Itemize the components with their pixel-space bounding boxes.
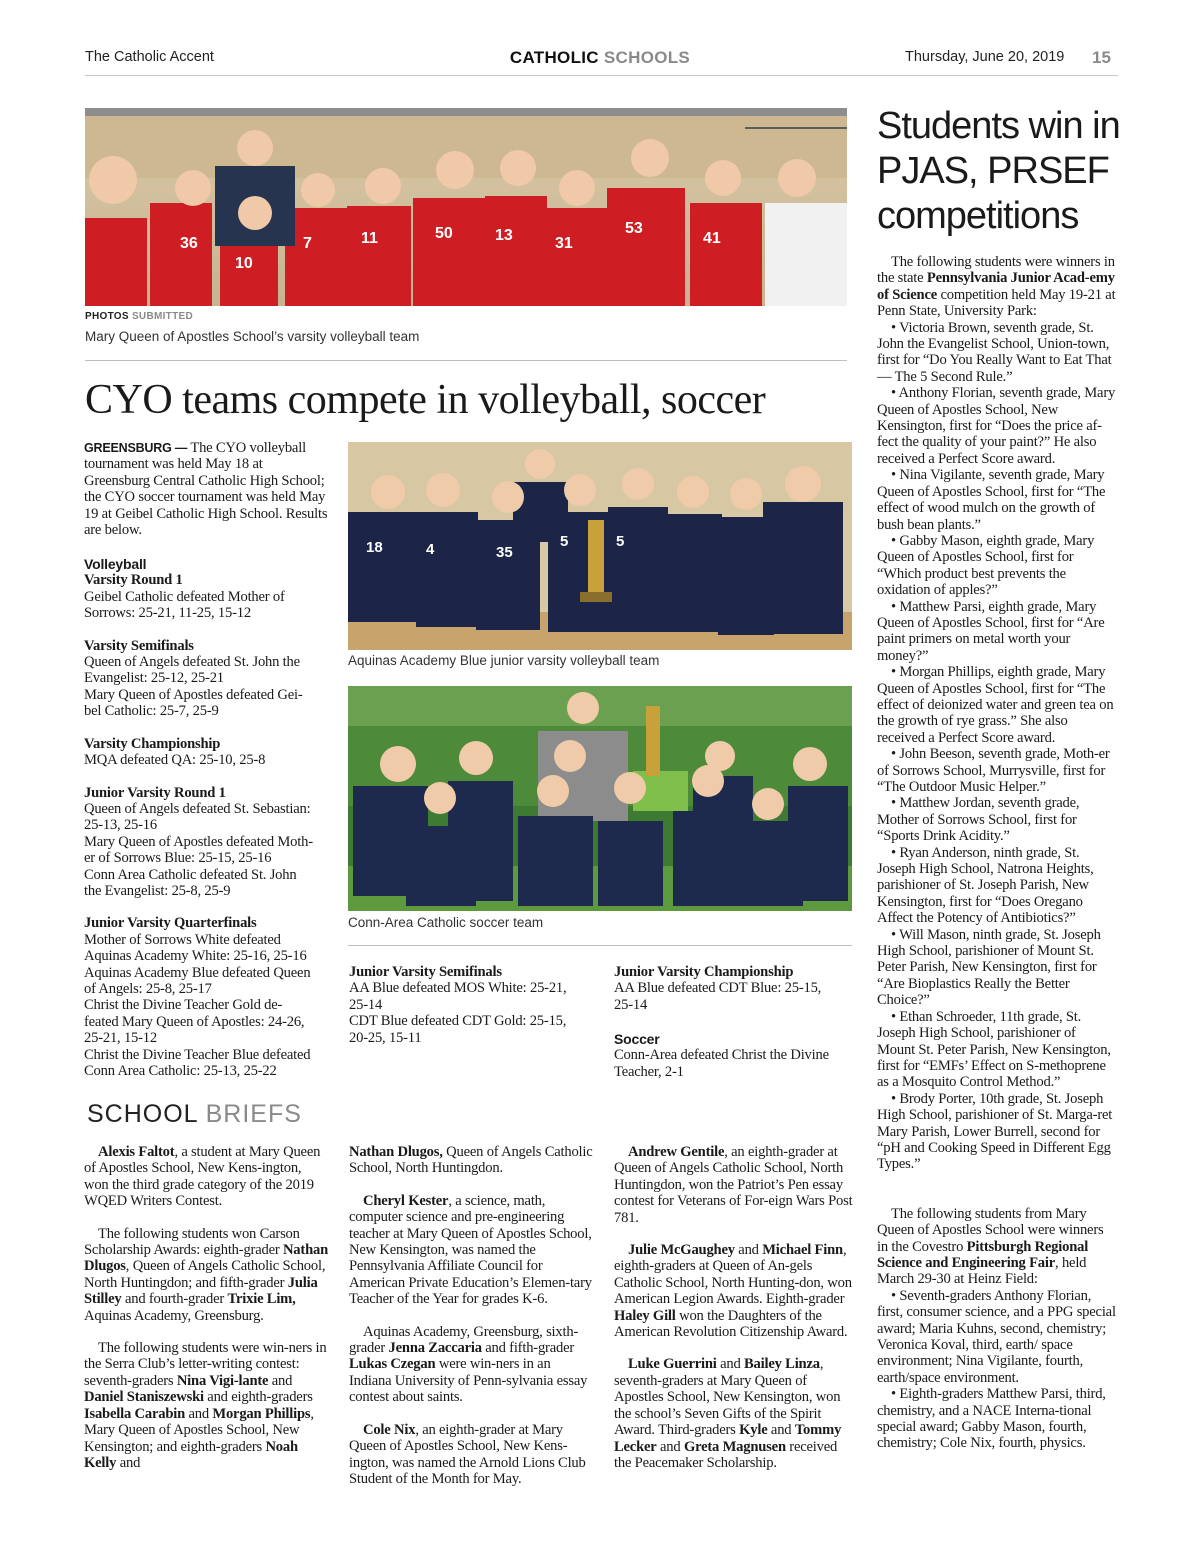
svg-text:41: 41 [703, 230, 721, 247]
result-line: Conn Area Catholic: 25-13, 25-22 [84, 1063, 277, 1079]
brief-aquinas-iup: Aquinas Academy, Greensburg, sixth-grader Jenna Zaccaria and fifth-grader Lukas Czegan were win-ners in an Indiana University of Penn-sylvania essay contest about saints. [349, 1323, 588, 1406]
result-line: Mary Queen of Apostles defeated Moth- [84, 833, 313, 850]
cyo-left-column [84, 440, 328, 1079]
brief-nix: Cole Nix, an eighth-grader at Mary Queen of Apostles School, New Kens-ington, was named the Arnold Lions Club Student of the Month for May. [349, 1421, 586, 1487]
pjas-article [877, 254, 1117, 1452]
svg-text:5: 5 [560, 533, 569, 550]
result-line: Queen of Angels defeated St. John the [84, 654, 300, 671]
header-rule [85, 75, 1118, 76]
result-line: Geibel Catholic defeated Mother of [84, 588, 285, 605]
top-photo-rule [85, 360, 847, 361]
cyo-right-results [614, 964, 854, 1080]
pjas-headline [877, 104, 1122, 239]
briefs-title-school: SCHOOL [87, 1100, 198, 1128]
photo-section-rule [348, 945, 852, 946]
svg-text:36: 36 [180, 235, 198, 252]
result-line: Queen of Angels defeated St. Sebastian: [84, 800, 311, 817]
soccer-heading: Soccer [614, 1031, 660, 1048]
svg-text:35: 35 [496, 544, 513, 561]
pjas-winner: • John Beeson, seventh grade, Moth-er of Sorrows School, Murrysville, first for “The Outdoor Music Helper.” [877, 746, 1110, 795]
jv-championship-heading: Junior Varsity Championship [614, 964, 794, 980]
result-line: 25-14 [614, 996, 648, 1013]
pjas-winner: • Brody Porter, 10th grade, St. Joseph High School, parishioner of St. Marga-ret Mary Parish, Lower Burrell, second for “pH and Cooking Speed in Different Egg Types.” [877, 1090, 1113, 1173]
top-photo-caption: Mary Queen of Apostles School’s varsity volleyball team [85, 329, 420, 344]
dateline: GREENSBURG — [84, 441, 188, 455]
pjas-intro: The following students were winners in the state Pennsylvania Junior Acad-emy of Science competition held May 19-21 at Penn State, University Park: [877, 254, 1116, 320]
photo-credit [85, 311, 193, 322]
cyo-headline: CYO teams compete in volleyball, soccer [85, 377, 766, 423]
result-line: the Evangelist: 25-8, 25-9 [84, 882, 231, 899]
pjas-winner: • Matthew Jordan, seventh grade, Mother of Sorrows School, first for “Sports Drink Acidity.” [877, 795, 1080, 845]
brief-carson-scholarship: The following students won Carson Scholarship Awards: eighth-grader Nathan Dlugos, Queen of Angels Catholic School, North Huntingdon; and fifth-grader Julia Stilley and fourth-grader Trixie Lim, Aquinas Academy, Greensburg. [84, 1225, 328, 1324]
result-line: Sorrows: 25-21, 11-25, 15-12 [84, 605, 251, 622]
result-line: 20-25, 15-11 [349, 1029, 422, 1046]
section-title-catholic: CATHOLIC [509, 48, 599, 67]
brief-kester: Cheryl Kester, a science, math, computer science and pre-engineering teacher at Mary Queen of Apostles School, New Kensington, was named the Pennsylvania Affiliate Council for American Private Education’s Elemen-tary Teacher of the Year for grades K-6. [349, 1192, 592, 1308]
pjas-winner: • Nina Vigilante, seventh grade, Mary Queen of Apostles School, first for “The effect of wood mulch on the growth of bush bean plants.” [877, 467, 1106, 533]
result-line: Aquinas Academy Blue defeated Queen [84, 964, 311, 981]
result-line: AA Blue defeated CDT Blue: 25-15, [614, 980, 822, 997]
briefs-column-1 [84, 1144, 328, 1471]
varsity-championship-heading: Varsity Championship [84, 735, 221, 752]
svg-text:7: 7 [303, 235, 312, 252]
svg-text:13: 13 [495, 227, 513, 244]
svg-text:50: 50 [435, 225, 453, 242]
pjas-winner: • Morgan Phillips, eighth grade, Mary Queen of Apostles School, first for “The effect of deionized water and green tea on the growth of rye grass.” She also received a Perfect Score award. [877, 664, 1114, 746]
pjas-headline-line: Students win in [877, 105, 1120, 147]
cyo-middle-results [349, 964, 593, 1046]
prsef-winner: • Eighth-graders Matthew Parsi, third, chemistry, and a NACE Interna-tional special award; Gabby Mason, fourth, chemistry; Cole Nix, fourth, physics. [877, 1386, 1106, 1452]
soccer-team-photo [348, 686, 852, 911]
svg-text:4: 4 [426, 541, 435, 558]
section-title-schools: SCHOOLS [603, 48, 691, 67]
svg-text:11: 11 [361, 230, 378, 247]
result-line: AA Blue defeated MOS White: 25-21, [349, 980, 567, 997]
jv-semifinals-heading: Junior Varsity Semifinals [349, 964, 502, 980]
pjas-winner: • Will Mason, ninth grade, St. Joseph High School, parishioner of Mount St. Peter Parish, New Kensington, first for “Are Bioplastics Really the Better Choice?” [877, 926, 1101, 1009]
result-line: Christ the Divine Teacher Blue defeated [84, 1046, 311, 1063]
result-line: er of Sorrows Blue: 25-15, 25-16 [84, 850, 272, 867]
result-line: Mary Queen of Apostles defeated Gei- [84, 686, 303, 703]
result-line: 25-14 [349, 996, 383, 1013]
result-line: MQA defeated QA: 25-10, 25-8 [84, 752, 266, 769]
varsity-round1-heading: Varsity Round 1 [84, 572, 183, 589]
pjas-winner: • Ethan Schroeder, 11th grade, St. Joseph High School, parishioner of Mount St. Peter Parish, New Kensington, first for “EMFs’ Effect on S-methoprene as a Mosquito Control Method.” [877, 1008, 1111, 1091]
aquinas-volleyball-illustration [348, 442, 852, 650]
publication-name: The Catholic Accent [85, 49, 214, 65]
brief-serra-club: The following students were win-ners in the Serra Club’s letter-writing contest: seventh-graders Nina Vigi-lante and Daniel Staniszewski and eighth-graders Isabella Carabin and Morgan Phillips, Mary Queen of Apostles School, New Kensington; and eighth-graders Noah Kelly and [84, 1340, 327, 1471]
pjas-winner: • Gabby Mason, eighth grade, Mary Queen of Apostles School, first for “Which product best prevents the oxidation of apples?” [877, 532, 1095, 599]
page-number: 15 [1092, 48, 1111, 67]
photo-credit-photos: PHOTOS [85, 311, 129, 322]
result-line: 25-21, 15-12 [84, 1030, 157, 1047]
briefs-title-briefs: BRIEFS [205, 1100, 302, 1128]
result-line: Evangelist: 25-12, 25-21 [84, 670, 224, 687]
varsity-semifinals-heading: Varsity Semifinals [84, 637, 194, 654]
aquinas-photo-caption: Aquinas Academy Blue junior varsity volleyball team [348, 653, 660, 668]
result-line: 25-13, 25-16 [84, 817, 157, 834]
result-line: Teacher, 2-1 [614, 1063, 684, 1080]
pjas-winner: • Victoria Brown, seventh grade, St. John the Evangelist School, Union-town, first for “Do You Really Want to Eat That — The 5 Second Rule.” [877, 319, 1112, 385]
brief-guerrini-linza: Luke Guerrini and Bailey Linza, seventh-graders at Mary Queen of Apostles School, New Kensington, won the school’s Seven Gifts of the Spirit Award. Third-graders Kyle and Tommy Lecker and Greta Magnusen received the Peacemaker Scholarship. [614, 1356, 842, 1471]
briefs-column-2 [349, 1144, 593, 1487]
soccer-photo-caption: Conn-Area Catholic soccer team [348, 915, 544, 930]
result-line: feated Mary Queen of Apostles: 24-26, [84, 1013, 305, 1030]
svg-text:31: 31 [555, 235, 573, 252]
varsity-volleyball-photo [85, 108, 847, 306]
result-line: of Angels: 25-8, 25-17 [84, 980, 212, 997]
aquinas-volleyball-photo [348, 442, 852, 650]
svg-text:18: 18 [366, 539, 383, 556]
pjas-winner: • Anthony Florian, seventh grade, Mary Queen of Apostles School, New Kensington, first for “Does the price af-fect the quality of your paint?” He also received a Perfect Score award. [877, 385, 1116, 467]
school-briefs-title [87, 1100, 302, 1129]
result-line: Conn Area Catholic defeated St. John [84, 866, 297, 883]
result-line: Christ the Divine Teacher Gold de- [84, 997, 283, 1014]
pjas-winner: • Ryan Anderson, ninth grade, St. Joseph High School, Natrona Heights, parishioner of St. Joseph Parish, New Kensington, first for “Does Oregano Affect the Potency of Antibiotics?” [877, 844, 1094, 927]
pjas-winner: • Matthew Parsi, eighth grade, Mary Queen of Apostles School, first for “Are paint primers on metal worth your money?” [877, 598, 1105, 664]
result-line: bel Catholic: 25-7, 25-9 [84, 703, 219, 720]
cyo-intro [84, 440, 328, 538]
brief-mcgaughey-finn: Julie McGaughey and Michael Finn, eighth-graders at Queen of An-gels Catholic School, North Hunting-don, won American Legion Awards. Eighth-grader Haley Gill won the Daughters of the American Revolution Citizenship Award. [614, 1242, 852, 1341]
result-line: CDT Blue defeated CDT Gold: 25-15, [349, 1013, 567, 1030]
brief-faltot: Alexis Faltot, a student at Mary Queen of Apostles School, New Kens-ington, won the third grade category of the 2019 WQED Writers Contest. [84, 1144, 321, 1210]
prsef-intro: The following students from Mary Queen of Apostles School were winners in the Covestro Pittsburgh Regional Science and Engineering Fair, held March 29-30 at Heinz Field: [877, 1205, 1104, 1288]
result-line: Conn-Area defeated Christ the Divine [614, 1047, 829, 1064]
soccer-team-illustration [348, 686, 852, 911]
pjas-headline-line: PJAS, PRSEF [877, 150, 1109, 192]
cyo-intro-text: The CYO volleyball tournament was held May 18 at Greensburg Central Catholic High School; the CYO soccer tournament was held May 19 at Geibel Catholic High School. Results are below. [84, 440, 328, 539]
jv-quarterfinals-heading: Junior Varsity Quarterfinals [84, 915, 257, 932]
volleyball-heading: Volleyball [84, 556, 147, 573]
pjas-headline-line: competitions [877, 195, 1079, 237]
jv-round1-heading: Junior Varsity Round 1 [84, 784, 226, 801]
svg-text:10: 10 [235, 255, 253, 272]
brief-gentile: Andrew Gentile, an eighth-grader at Queen of Angels Catholic School, North Huntingdon, won the Patriot’s Pen essay contest for Veterans of For-eign Wars Post 781. [614, 1144, 853, 1226]
prsef-winner: • Seventh-graders Anthony Florian, first, consumer science, and a PPG special award; Maria Kuhns, second, chemistry; Veronica Koval, third, earth/ space environment; Nina Vigilante, fourth, earth/space environment. [877, 1287, 1116, 1386]
result-line: Mother of Sorrows White defeated [84, 931, 281, 948]
brief-dlugos-cont: Nathan Dlugos, Queen of Angels Catholic School, North Huntingdon. [349, 1144, 593, 1177]
result-line: Aquinas Academy White: 25-16, 25-16 [84, 948, 307, 965]
photo-credit-submitted: SUBMITTED [131, 311, 193, 322]
briefs-column-3 [614, 1144, 854, 1471]
svg-text:53: 53 [625, 220, 643, 237]
issue-date: Thursday, June 20, 2019 [905, 49, 1065, 65]
varsity-volleyball-illustration [85, 108, 847, 306]
svg-text:5: 5 [616, 533, 625, 550]
